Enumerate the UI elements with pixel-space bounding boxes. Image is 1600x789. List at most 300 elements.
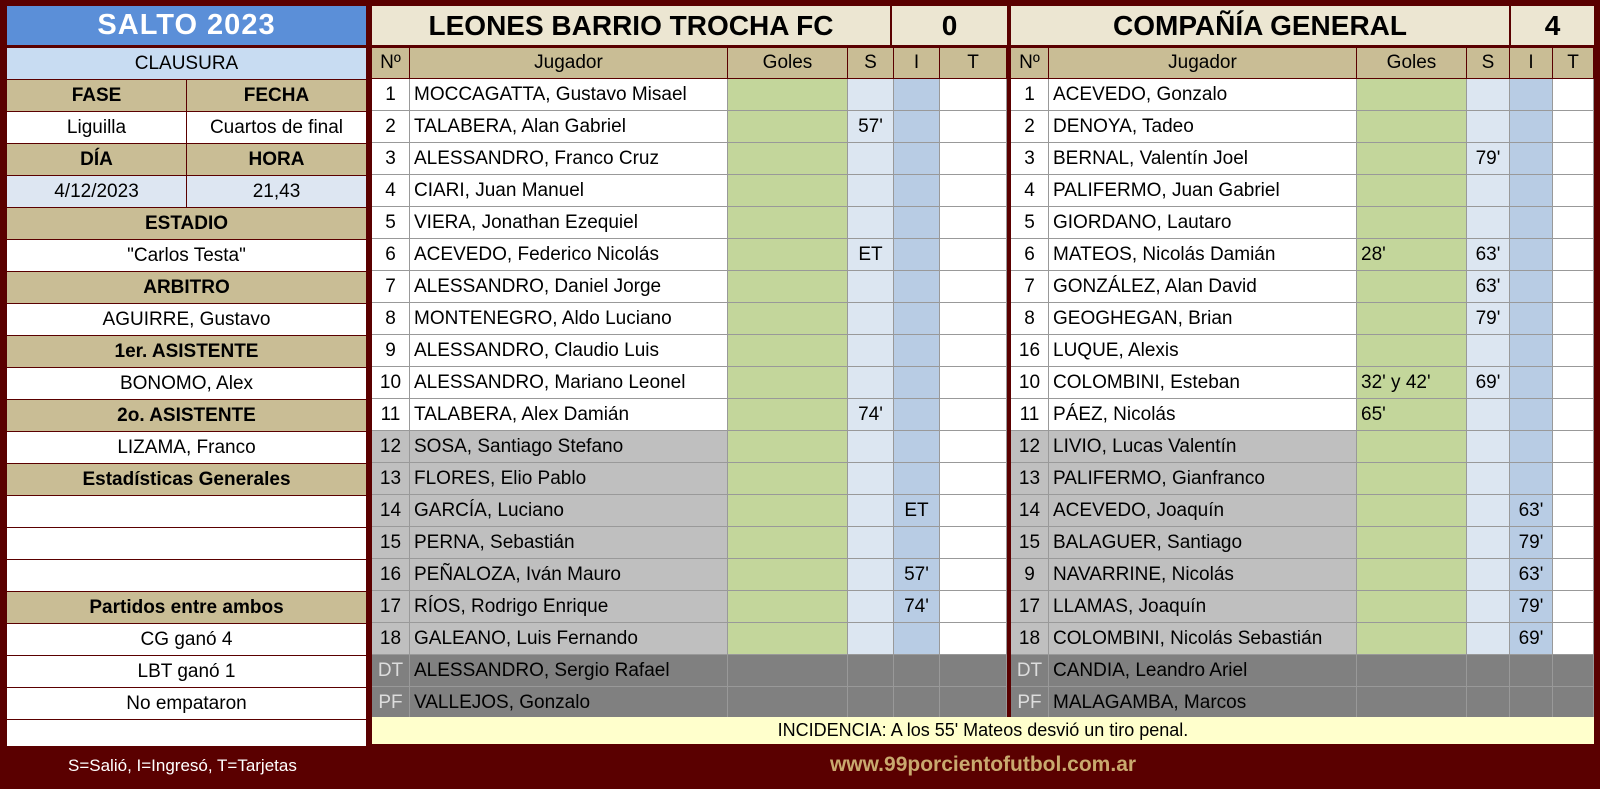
player-number: 6 — [1011, 239, 1049, 270]
fase-label: FASE — [71, 84, 122, 106]
player-salio: 63' — [1467, 239, 1510, 270]
stats-label: Estadísticas Generales — [82, 468, 291, 490]
col-i: I — [1510, 48, 1553, 78]
team-a-header — [372, 6, 1007, 48]
player-salio — [1467, 463, 1510, 494]
player-ingreso: 63' — [1510, 495, 1553, 526]
stats-empty-1 — [7, 496, 366, 527]
player-row — [1011, 207, 1594, 239]
player-tarjetas — [1553, 399, 1594, 430]
player-row — [372, 367, 1007, 399]
player-number: 2 — [372, 111, 410, 142]
player-salio: 79' — [1467, 143, 1510, 174]
player-name: DENOYA, Tadeo — [1049, 111, 1357, 142]
col-num: Nº — [372, 48, 410, 78]
player-salio — [1467, 687, 1510, 718]
player-salio — [1467, 559, 1510, 590]
player-salio — [848, 335, 894, 366]
player-ingreso — [894, 111, 940, 142]
player-number: 7 — [372, 271, 410, 302]
player-tarjetas — [940, 655, 1007, 686]
player-salio — [848, 271, 894, 302]
player-goals — [728, 687, 848, 718]
player-row — [372, 623, 1007, 655]
player-tarjetas — [1553, 591, 1594, 622]
player-goals — [1357, 591, 1467, 622]
player-number: 16 — [372, 559, 410, 590]
staff-row — [372, 655, 1007, 687]
player-tarjetas — [1553, 431, 1594, 462]
player-ingreso — [894, 303, 940, 334]
player-goals — [1357, 527, 1467, 558]
player-goals — [728, 335, 848, 366]
player-goals — [728, 399, 848, 430]
player-number: 4 — [372, 175, 410, 206]
player-tarjetas — [940, 335, 1007, 366]
player-salio — [1467, 623, 1510, 654]
player-ingreso: 79' — [1510, 527, 1553, 558]
player-goals — [1357, 271, 1467, 302]
player-tarjetas — [1553, 367, 1594, 398]
player-row — [1011, 527, 1594, 559]
player-tarjetas — [940, 79, 1007, 110]
player-salio — [1467, 79, 1510, 110]
player-tarjetas — [1553, 687, 1594, 718]
col-goles: Goles — [728, 48, 848, 78]
player-name: LUQUE, Alexis — [1049, 335, 1357, 366]
player-number: 14 — [1011, 495, 1049, 526]
player-row — [372, 175, 1007, 207]
player-name: GEOGHEGAN, Brian — [1049, 303, 1357, 334]
player-row — [1011, 79, 1594, 111]
player-row — [1011, 559, 1594, 591]
player-number: 6 — [372, 239, 410, 270]
player-row — [1011, 335, 1594, 367]
player-number: 13 — [372, 463, 410, 494]
player-tarjetas — [940, 367, 1007, 398]
player-goals — [1357, 143, 1467, 174]
col-t: T — [1553, 48, 1594, 78]
player-tarjetas — [940, 591, 1007, 622]
player-name: PEÑALOZA, Iván Mauro — [410, 559, 728, 590]
player-ingreso — [1510, 431, 1553, 462]
player-ingreso — [1510, 399, 1553, 430]
player-number: 15 — [372, 527, 410, 558]
player-number: 16 — [1011, 335, 1049, 366]
player-goals — [1357, 559, 1467, 590]
col-i: I — [894, 48, 940, 78]
player-tarjetas — [940, 559, 1007, 590]
player-ingreso — [894, 79, 940, 110]
player-goals — [728, 559, 848, 590]
player-ingreso — [1510, 111, 1553, 142]
player-number: 17 — [372, 591, 410, 622]
player-salio — [848, 527, 894, 558]
staff-row — [372, 687, 1007, 719]
player-salio — [848, 559, 894, 590]
player-name: MOCCAGATTA, Gustavo Misael — [410, 79, 728, 110]
player-ingreso — [894, 527, 940, 558]
player-goals — [1357, 335, 1467, 366]
player-goals: 65' — [1357, 399, 1467, 430]
player-tarjetas — [940, 431, 1007, 462]
player-number: 5 — [372, 207, 410, 238]
player-tarjetas — [1553, 143, 1594, 174]
team-b-rows — [1011, 79, 1594, 719]
legend: S=Salió, I=Ingresó, T=Tarjetas — [68, 756, 297, 775]
player-tarjetas — [940, 239, 1007, 270]
player-goals — [1357, 207, 1467, 238]
player-ingreso — [894, 687, 940, 718]
player-ingreso: ET — [894, 495, 940, 526]
player-tarjetas — [1553, 495, 1594, 526]
player-number: 11 — [1011, 399, 1049, 430]
player-goals — [1357, 431, 1467, 462]
player-salio — [848, 591, 894, 622]
player-number: 9 — [1011, 559, 1049, 590]
col-jugador: Jugador — [1049, 48, 1357, 78]
player-name: LIVIO, Lucas Valentín — [1049, 431, 1357, 462]
player-ingreso: 57' — [894, 559, 940, 590]
player-row — [372, 111, 1007, 143]
player-tarjetas — [1553, 335, 1594, 366]
player-row — [1011, 111, 1594, 143]
match-info-panel — [7, 6, 366, 747]
player-goals — [1357, 79, 1467, 110]
player-ingreso — [894, 655, 940, 686]
player-salio — [848, 207, 894, 238]
player-ingreso — [894, 431, 940, 462]
player-salio — [848, 143, 894, 174]
player-name: ALESSANDRO, Mariano Leonel — [410, 367, 728, 398]
team-b-header — [1011, 6, 1594, 48]
tournament-title: SALTO 2023 — [7, 6, 366, 48]
player-goals: 28' — [1357, 239, 1467, 270]
team-a-rows — [372, 79, 1007, 719]
player-name: NAVARRINE, Nicolás — [1049, 559, 1357, 590]
player-row — [372, 527, 1007, 559]
player-name: PÁEZ, Nicolás — [1049, 399, 1357, 430]
player-number: 2 — [1011, 111, 1049, 142]
player-goals: 32' y 42' — [1357, 367, 1467, 398]
player-name: VIERA, Jonathan Ezequiel — [410, 207, 728, 238]
asistente1-label: 1er. ASISTENTE — [114, 340, 259, 362]
player-name: BERNAL, Valentín Joel — [1049, 143, 1357, 174]
fase-value: Liguilla — [66, 116, 127, 138]
player-tarjetas — [1553, 303, 1594, 334]
player-salio — [1467, 111, 1510, 142]
player-number: 3 — [1011, 143, 1049, 174]
player-name: ACEVEDO, Joaquín — [1049, 495, 1357, 526]
player-tarjetas — [1553, 463, 1594, 494]
team-a-name: LEONES BARRIO TROCHA FC — [428, 9, 834, 41]
player-goals — [728, 143, 848, 174]
player-name: ALESSANDRO, Franco Cruz — [410, 143, 728, 174]
stats-empty-3 — [7, 560, 366, 591]
player-row — [372, 239, 1007, 271]
player-name: ACEVEDO, Federico Nicolás — [410, 239, 728, 270]
player-number: DT — [1011, 655, 1049, 686]
player-number: 10 — [372, 367, 410, 398]
player-number: 18 — [1011, 623, 1049, 654]
player-tarjetas — [940, 207, 1007, 238]
player-row — [1011, 143, 1594, 175]
player-name: ALESSANDRO, Claudio Luis — [410, 335, 728, 366]
player-number: 18 — [372, 623, 410, 654]
col-jugador: Jugador — [410, 48, 728, 78]
player-number: DT — [372, 655, 410, 686]
team-b-panel — [1011, 6, 1594, 719]
player-tarjetas — [940, 527, 1007, 558]
player-tarjetas — [1553, 271, 1594, 302]
team-b-column-header — [1011, 48, 1594, 79]
player-tarjetas — [1553, 111, 1594, 142]
player-name: LLAMAS, Joaquín — [1049, 591, 1357, 622]
fecha-value: Cuartos de final — [186, 112, 366, 143]
player-row — [1011, 271, 1594, 303]
asistente2-value: LIZAMA, Franco — [117, 436, 256, 458]
player-goals — [728, 111, 848, 142]
team-b-name: COMPAÑÍA GENERAL — [1113, 9, 1407, 41]
player-row — [1011, 463, 1594, 495]
player-number: 17 — [1011, 591, 1049, 622]
player-number: 12 — [1011, 431, 1049, 462]
player-ingreso — [1510, 335, 1553, 366]
player-row — [1011, 175, 1594, 207]
player-goals — [728, 431, 848, 462]
player-salio: ET — [848, 239, 894, 270]
col-goles: Goles — [1357, 48, 1467, 78]
team-a-panel — [372, 6, 1007, 719]
player-goals — [728, 175, 848, 206]
staff-row — [1011, 687, 1594, 719]
player-ingreso: 74' — [894, 591, 940, 622]
player-ingreso — [1510, 175, 1553, 206]
player-ingreso — [1510, 463, 1553, 494]
player-ingreso — [894, 271, 940, 302]
player-row — [1011, 399, 1594, 431]
player-tarjetas — [1553, 655, 1594, 686]
player-ingreso — [1510, 655, 1553, 686]
player-tarjetas — [940, 271, 1007, 302]
player-ingreso — [1510, 207, 1553, 238]
player-ingreso — [1510, 367, 1553, 398]
player-goals — [728, 495, 848, 526]
player-row — [1011, 623, 1594, 655]
player-salio — [848, 303, 894, 334]
partidos-empty — [7, 720, 366, 746]
player-name: PERNA, Sebastián — [410, 527, 728, 558]
player-row — [1011, 367, 1594, 399]
incidencia-banner: INCIDENCIA: A los 55' Mateos desvió un tiro penal. — [372, 717, 1594, 744]
player-name: SOSA, Santiago Stefano — [410, 431, 728, 462]
player-salio: 57' — [848, 111, 894, 142]
stats-empty-2 — [7, 528, 366, 559]
player-ingreso: 63' — [1510, 559, 1553, 590]
dia-value: 4/12/2023 — [54, 180, 139, 202]
player-salio — [848, 431, 894, 462]
player-goals — [1357, 463, 1467, 494]
partidos-item: LBT ganó 1 — [137, 660, 236, 682]
player-name: ALESSANDRO, Daniel Jorge — [410, 271, 728, 302]
player-ingreso — [894, 239, 940, 270]
fecha-label: FECHA — [186, 80, 366, 111]
player-salio — [1467, 431, 1510, 462]
player-row — [372, 335, 1007, 367]
col-num: Nº — [1011, 48, 1049, 78]
player-tarjetas — [940, 399, 1007, 430]
partidos-item: No empataron — [126, 692, 247, 714]
player-salio — [848, 175, 894, 206]
player-salio — [848, 687, 894, 718]
player-tarjetas — [940, 623, 1007, 654]
player-salio — [1467, 495, 1510, 526]
player-goals — [728, 207, 848, 238]
player-number: 10 — [1011, 367, 1049, 398]
player-name: COLOMBINI, Nicolás Sebastián — [1049, 623, 1357, 654]
player-ingreso — [894, 335, 940, 366]
player-name: GARCÍA, Luciano — [410, 495, 728, 526]
player-row — [372, 431, 1007, 463]
player-row — [1011, 591, 1594, 623]
player-name: TALABERA, Alex Damián — [410, 399, 728, 430]
partidos-label: Partidos entre ambos — [89, 596, 284, 618]
player-row — [1011, 303, 1594, 335]
player-tarjetas — [1553, 559, 1594, 590]
arbitro-label: ARBITRO — [143, 276, 230, 298]
player-name: GONZÁLEZ, Alan David — [1049, 271, 1357, 302]
player-salio — [1467, 207, 1510, 238]
website-link[interactable]: www.99porcientofutbol.com.ar — [829, 753, 1137, 776]
player-name: CIARI, Juan Manuel — [410, 175, 728, 206]
player-tarjetas — [1553, 239, 1594, 270]
player-name: GIORDANO, Lautaro — [1049, 207, 1357, 238]
player-number: 4 — [1011, 175, 1049, 206]
player-row — [1011, 431, 1594, 463]
player-name: ACEVEDO, Gonzalo — [1049, 79, 1357, 110]
player-goals — [728, 591, 848, 622]
player-number: 1 — [1011, 79, 1049, 110]
player-number: 11 — [372, 399, 410, 430]
player-tarjetas — [940, 143, 1007, 174]
player-number: 8 — [1011, 303, 1049, 334]
player-salio — [1467, 399, 1510, 430]
player-name: CANDIA, Leandro Ariel — [1049, 655, 1357, 686]
player-row — [1011, 495, 1594, 527]
player-row — [372, 559, 1007, 591]
player-tarjetas — [1553, 175, 1594, 206]
player-name: RÍOS, Rodrigo Enrique — [410, 591, 728, 622]
player-ingreso — [894, 175, 940, 206]
player-tarjetas — [1553, 79, 1594, 110]
player-name: GALEANO, Luis Fernando — [410, 623, 728, 654]
player-goals — [728, 303, 848, 334]
hora-label: HORA — [186, 144, 366, 175]
player-goals — [1357, 175, 1467, 206]
player-goals — [728, 239, 848, 270]
player-salio — [848, 367, 894, 398]
player-salio — [848, 463, 894, 494]
player-ingreso: 79' — [1510, 591, 1553, 622]
player-number: 12 — [372, 431, 410, 462]
player-salio — [1467, 175, 1510, 206]
player-goals — [728, 271, 848, 302]
player-row — [372, 207, 1007, 239]
player-goals — [728, 655, 848, 686]
player-salio: 69' — [1467, 367, 1510, 398]
player-salio: 74' — [848, 399, 894, 430]
player-ingreso — [894, 463, 940, 494]
player-ingreso: 69' — [1510, 623, 1553, 654]
player-row — [372, 303, 1007, 335]
player-salio — [848, 495, 894, 526]
player-salio — [1467, 335, 1510, 366]
estadio-value: "Carlos Testa" — [127, 244, 246, 266]
player-name: FLORES, Elio Pablo — [410, 463, 728, 494]
asistente2-label: 2o. ASISTENTE — [117, 404, 256, 426]
player-salio — [848, 655, 894, 686]
player-row — [372, 591, 1007, 623]
player-row — [372, 399, 1007, 431]
player-name: COLOMBINI, Esteban — [1049, 367, 1357, 398]
player-row — [372, 495, 1007, 527]
player-tarjetas — [1553, 527, 1594, 558]
player-ingreso — [1510, 271, 1553, 302]
col-t: T — [940, 48, 1007, 78]
player-salio — [1467, 655, 1510, 686]
player-number: 14 — [372, 495, 410, 526]
player-ingreso — [894, 143, 940, 174]
partidos-item: CG ganó 4 — [140, 628, 233, 650]
player-ingreso — [1510, 239, 1553, 270]
player-number: 9 — [372, 335, 410, 366]
player-ingreso — [894, 207, 940, 238]
team-a-column-header — [372, 48, 1007, 79]
player-row — [1011, 239, 1594, 271]
player-number: PF — [1011, 687, 1049, 718]
hora-value: 21,43 — [186, 176, 366, 207]
player-row — [372, 271, 1007, 303]
col-s: S — [848, 48, 894, 78]
player-tarjetas — [940, 495, 1007, 526]
player-tarjetas — [1553, 207, 1594, 238]
player-tarjetas — [940, 687, 1007, 718]
player-salio — [848, 623, 894, 654]
player-tarjetas — [940, 303, 1007, 334]
player-goals — [1357, 655, 1467, 686]
player-row — [372, 143, 1007, 175]
player-name: MATEOS, Nicolás Damián — [1049, 239, 1357, 270]
player-salio: 79' — [1467, 303, 1510, 334]
player-goals — [728, 367, 848, 398]
player-goals — [1357, 687, 1467, 718]
team-a-score: 0 — [890, 6, 1007, 45]
player-name: PALIFERMO, Juan Gabriel — [1049, 175, 1357, 206]
player-name: ALESSANDRO, Sergio Rafael — [410, 655, 728, 686]
player-ingreso — [894, 623, 940, 654]
player-name: PALIFERMO, Gianfranco — [1049, 463, 1357, 494]
player-goals — [728, 623, 848, 654]
col-s: S — [1467, 48, 1510, 78]
player-tarjetas — [940, 175, 1007, 206]
player-number: 7 — [1011, 271, 1049, 302]
player-ingreso — [1510, 303, 1553, 334]
player-goals — [728, 463, 848, 494]
staff-row — [1011, 655, 1594, 687]
player-number: 8 — [372, 303, 410, 334]
player-goals — [1357, 303, 1467, 334]
player-goals — [1357, 495, 1467, 526]
